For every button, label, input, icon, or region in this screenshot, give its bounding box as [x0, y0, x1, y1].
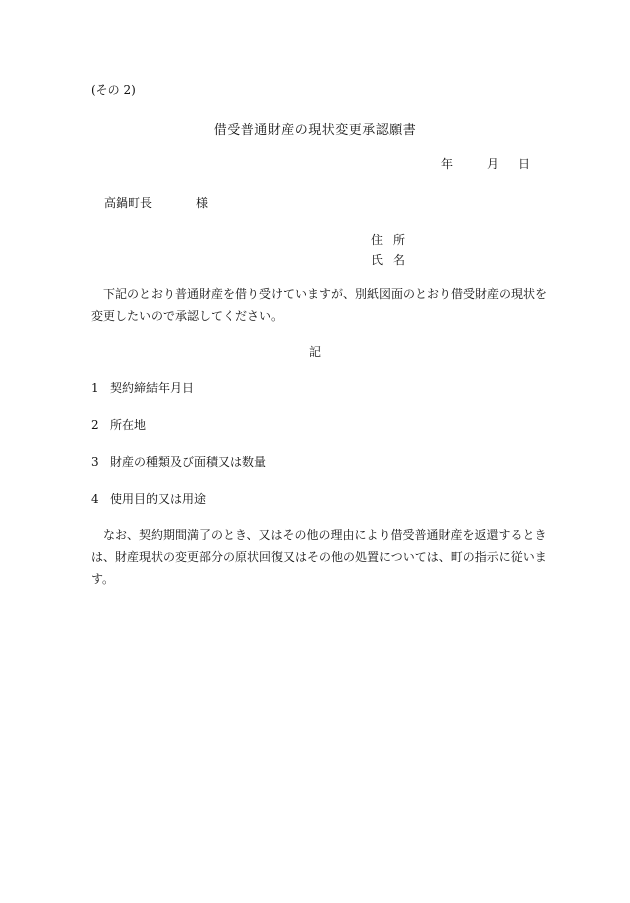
request-paragraph: 下記のとおり普通財産を借り受けていますが、別紙図面のとおり借受財産の現状を変更したいので承認してください。 [91, 287, 548, 323]
date-day: 日 [518, 157, 531, 171]
closing-paragraph: なお、契約期間満了のとき、又はその他の理由により借受普通財産を返還するときは、財産現状の変更部分の原状回復又はその他の処置については、町の指示に従います。 [91, 528, 547, 586]
date-month: 月 [487, 157, 500, 171]
document-title: 借受普通財産の現状変更承認願書 [213, 123, 417, 138]
list-item: 1 契約締結年月日 [91, 381, 195, 395]
list-item: 4 使用目的又は用途 [91, 492, 207, 506]
date-line [441, 155, 530, 172]
addressee-name: 高鍋町長 [104, 196, 153, 210]
list-item: 2 所在地 [91, 418, 147, 432]
ki-heading: 記 [308, 345, 321, 359]
addressee [104, 194, 209, 211]
list-item: 3 財産の種類及び面積又は数量 [91, 455, 267, 469]
form-number: (その 2) [91, 83, 136, 97]
applicant-address-label: 住 所 [371, 233, 406, 247]
addressee-honorific: 様 [196, 196, 209, 210]
date-year: 年 [441, 157, 454, 171]
applicant-name-label: 氏 名 [371, 253, 406, 267]
